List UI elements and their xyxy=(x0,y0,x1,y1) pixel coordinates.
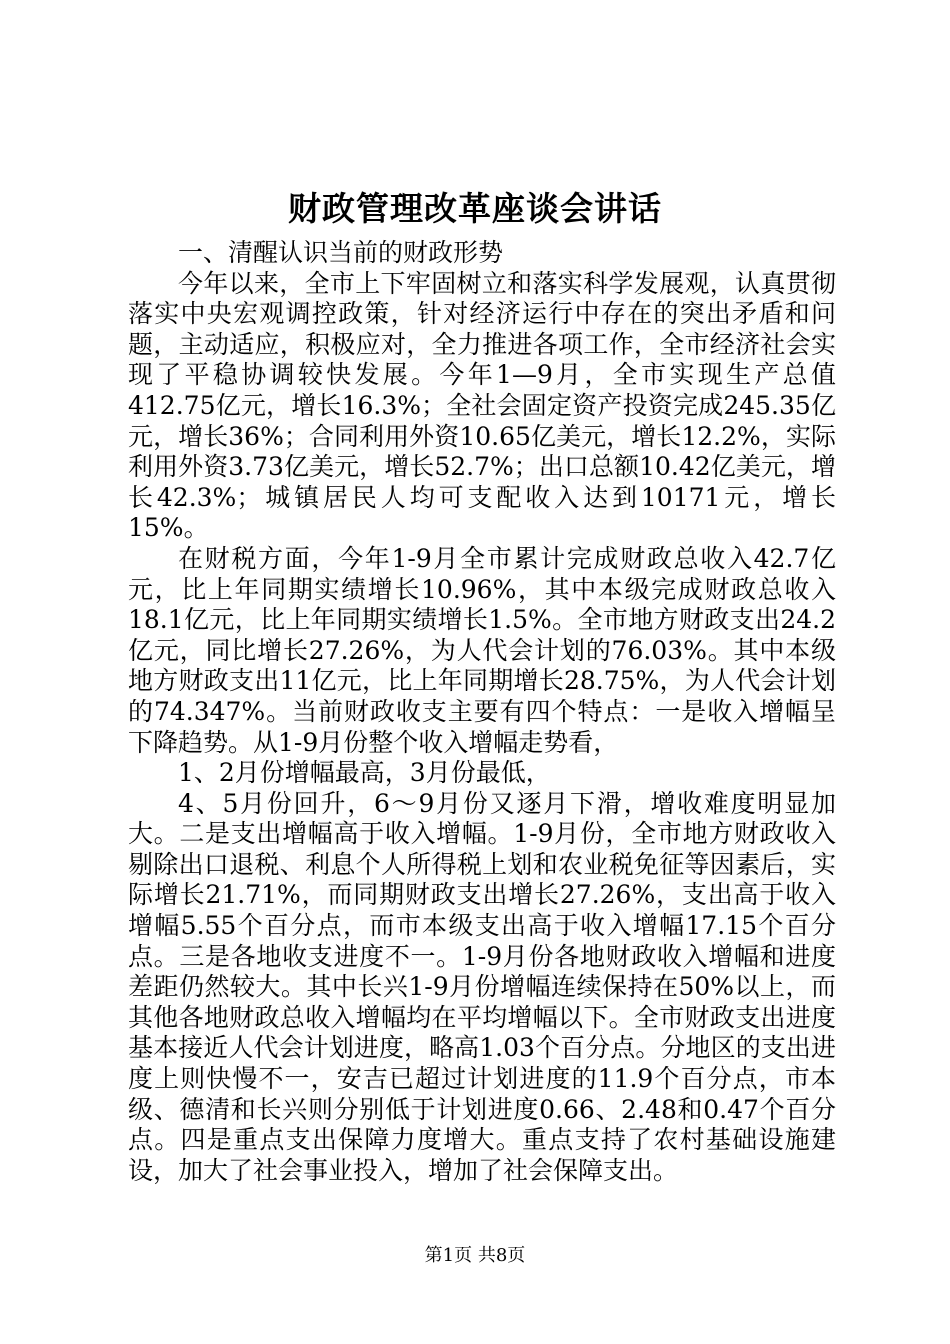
document-body xyxy=(128,238,836,1186)
page-number: 第1页 共8页 xyxy=(424,1245,526,1266)
document-title: 财政管理改革座谈会讲话 xyxy=(288,189,662,228)
paragraph: 1、2月份增幅最高，3月份最低， xyxy=(178,758,551,788)
paragraph: 在财税方面，今年1-9月全市累计完成财政总收入42.7亿元，比上年同期实绩增长10.96%，其中本级完成财政总收入18.1亿元，比上年同期实绩增长1.5%。全市地方财政支出24.2亿元，同比增长27.26%，为人代会计划的76.03%。其中本级地方财政支出11亿元，比上年同期增长28.75%，为人代会计划的74.347%。当前财政收支主要有四个特点：一是收入增幅呈下降趋势。从1-9月份整个收入增幅走势看， xyxy=(128,543,836,757)
paragraph: 4、5月份回升，6～9月份又逐月下滑，增收难度明显加大。二是支出增幅高于收入增幅。1-9月份，全市地方财政收入剔除出口退税、利息个人所得税上划和农业税免征等因素后，实际增长21.71%，而同期财政支出增长27.26%，支出高于收入增幅5.55个百分点，而市本级支出高于收入增幅17.15个百分点。三是各地收支进度不一。1-9月份各地财政收入增幅和进度差距仍然较大。其中长兴1-9月份增幅连续保持在50%以上，而其他各地财政总收入增幅均在平均增幅以下。全市财政支出进度基本接近人代会计划进度，略高1.03个百分点。分地区的支出进度上则快慢不一，安吉已超过计划进度的11.9个百分点，市本级、德清和长兴则分别低于计划进度0.66、2.48和0.47个百分点。四是重点支出保障力度增大。重点支持了农村基础设施建设，加大了社会事业投入，增加了社会保障支出。 xyxy=(128,788,836,1185)
paragraph: 今年以来，全市上下牢固树立和落实科学发展观，认真贯彻落实中央宏观调控政策，针对经济运行中存在的突出矛盾和问题，主动适应，积极应对，全力推进各项工作，全市经济社会实现了平稳协调较快发展。今年1—9月，全市实现生产总值412.75亿元，增长16.3%；全社会固定资产投资完成245.35亿元，增长36%；合同利用外资10.65亿美元，增长12.2%，实际利用外资3.73亿美元，增长52.7%；出口总额10.42亿美元，增长42.3%；城镇居民人均可支配收入达到10171元，增长15%。 xyxy=(128,268,836,543)
section-heading: 一、清醒认识当前的财政形势 xyxy=(178,238,504,267)
page-footer xyxy=(0,1244,950,1268)
